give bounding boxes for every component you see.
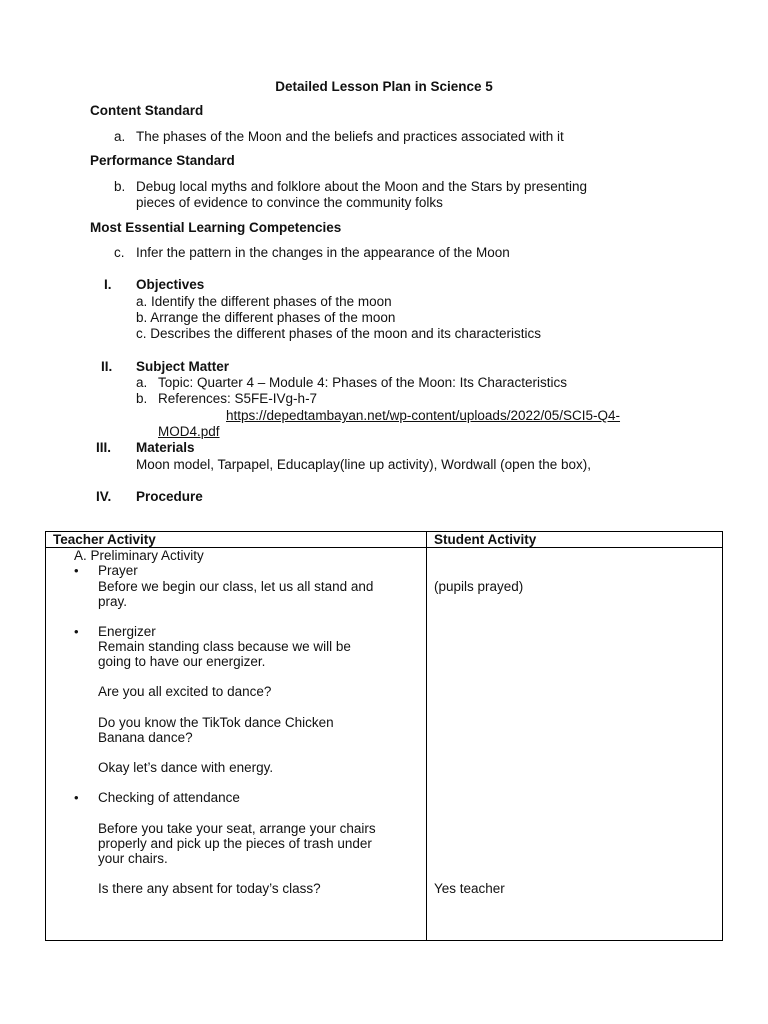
energizer-title: Energizer bbox=[98, 624, 156, 639]
melc-heading: Most Essential Learning Competencies bbox=[90, 220, 342, 235]
reference-link[interactable]: https://depedtambayan.net/wp-content/uploads/2022/05/SCI5-Q4- bbox=[226, 408, 621, 423]
seat-instruction: Before you take your seat, arrange your chairs bbox=[98, 821, 376, 836]
materials-text: Moon model, Tarpapel, Educaplay(line up activity), Wordwall (open the box), bbox=[136, 457, 591, 472]
prayer-title: Prayer bbox=[98, 563, 138, 578]
objective-item: c. Describes the different phases of the moon and its characteristics bbox=[136, 326, 541, 341]
topic-marker: a. bbox=[136, 375, 148, 390]
energizer-text: going to have our energizer. bbox=[98, 654, 266, 669]
content-standard-text: The phases of the Moon and the beliefs and practices associated with it bbox=[136, 129, 564, 144]
attendance-title: Checking of attendance bbox=[98, 790, 240, 805]
activity-table bbox=[45, 531, 723, 941]
melc-marker: c. bbox=[114, 245, 125, 260]
prayer-text: pray. bbox=[98, 594, 128, 609]
absent-question: Is there any absent for today’s class? bbox=[98, 881, 321, 896]
content-standard-marker: a. bbox=[114, 129, 126, 144]
performance-standard-line1: Debug local myths and folklore about the Moon and the Stars by presenting bbox=[136, 179, 588, 194]
materials-heading: Materials bbox=[136, 440, 195, 455]
excited-question: Are you all excited to dance? bbox=[98, 684, 272, 699]
objective-item: a. Identify the different phases of the moon bbox=[136, 294, 392, 309]
subject-matter-numeral: II. bbox=[101, 359, 113, 374]
performance-standard-marker: b. bbox=[114, 179, 126, 194]
tiktok-question: Banana dance? bbox=[98, 730, 193, 745]
dance-instruction: Okay let’s dance with energy. bbox=[98, 760, 274, 775]
performance-standard-line2: pieces of evidence to convince the community folks bbox=[136, 195, 443, 210]
prayer-text: Before we begin our class, let us all stand and bbox=[98, 579, 374, 594]
objective-item: b. Arrange the different phases of the moon bbox=[136, 310, 396, 325]
references-marker: b. bbox=[136, 391, 148, 406]
tiktok-question: Do you know the TikTok dance Chicken bbox=[98, 715, 334, 730]
procedure-numeral: IV. bbox=[96, 489, 112, 504]
procedure-heading: Procedure bbox=[136, 489, 203, 504]
page-title: Detailed Lesson Plan in Science 5 bbox=[275, 79, 493, 94]
bullet: • bbox=[74, 790, 79, 805]
preliminary-activity: A. Preliminary Activity bbox=[74, 548, 204, 563]
references-text: References: S5FE-IVg-h-7 bbox=[158, 391, 318, 406]
student-activity-header: Student Activity bbox=[427, 532, 723, 548]
topic-text: Topic: Quarter 4 – Module 4: Phases of the Moon: Its Characteristics bbox=[158, 375, 567, 390]
seat-instruction: properly and pick up the pieces of trash under bbox=[98, 836, 372, 851]
performance-standard-heading: Performance Standard bbox=[90, 153, 235, 168]
teacher-activity-cell bbox=[46, 548, 427, 941]
melc-text: Infer the pattern in the changes in the appearance of the Moon bbox=[136, 245, 510, 260]
subject-matter-heading: Subject Matter bbox=[136, 359, 230, 374]
student-activity-cell bbox=[427, 548, 723, 941]
student-response: (pupils prayed) bbox=[434, 579, 524, 594]
materials-numeral: III. bbox=[96, 440, 112, 455]
reference-link-continued[interactable]: MOD4.pdf bbox=[158, 424, 220, 439]
teacher-activity-header: Teacher Activity bbox=[46, 532, 427, 548]
objectives-numeral: I. bbox=[104, 277, 112, 292]
seat-instruction: your chairs. bbox=[98, 851, 168, 866]
content-standard-heading: Content Standard bbox=[90, 103, 204, 118]
objectives-heading: Objectives bbox=[136, 277, 205, 292]
bullet: • bbox=[74, 624, 79, 639]
energizer-text: Remain standing class because we will be bbox=[98, 639, 351, 654]
bullet: • bbox=[74, 563, 79, 578]
student-response: Yes teacher bbox=[434, 881, 505, 896]
